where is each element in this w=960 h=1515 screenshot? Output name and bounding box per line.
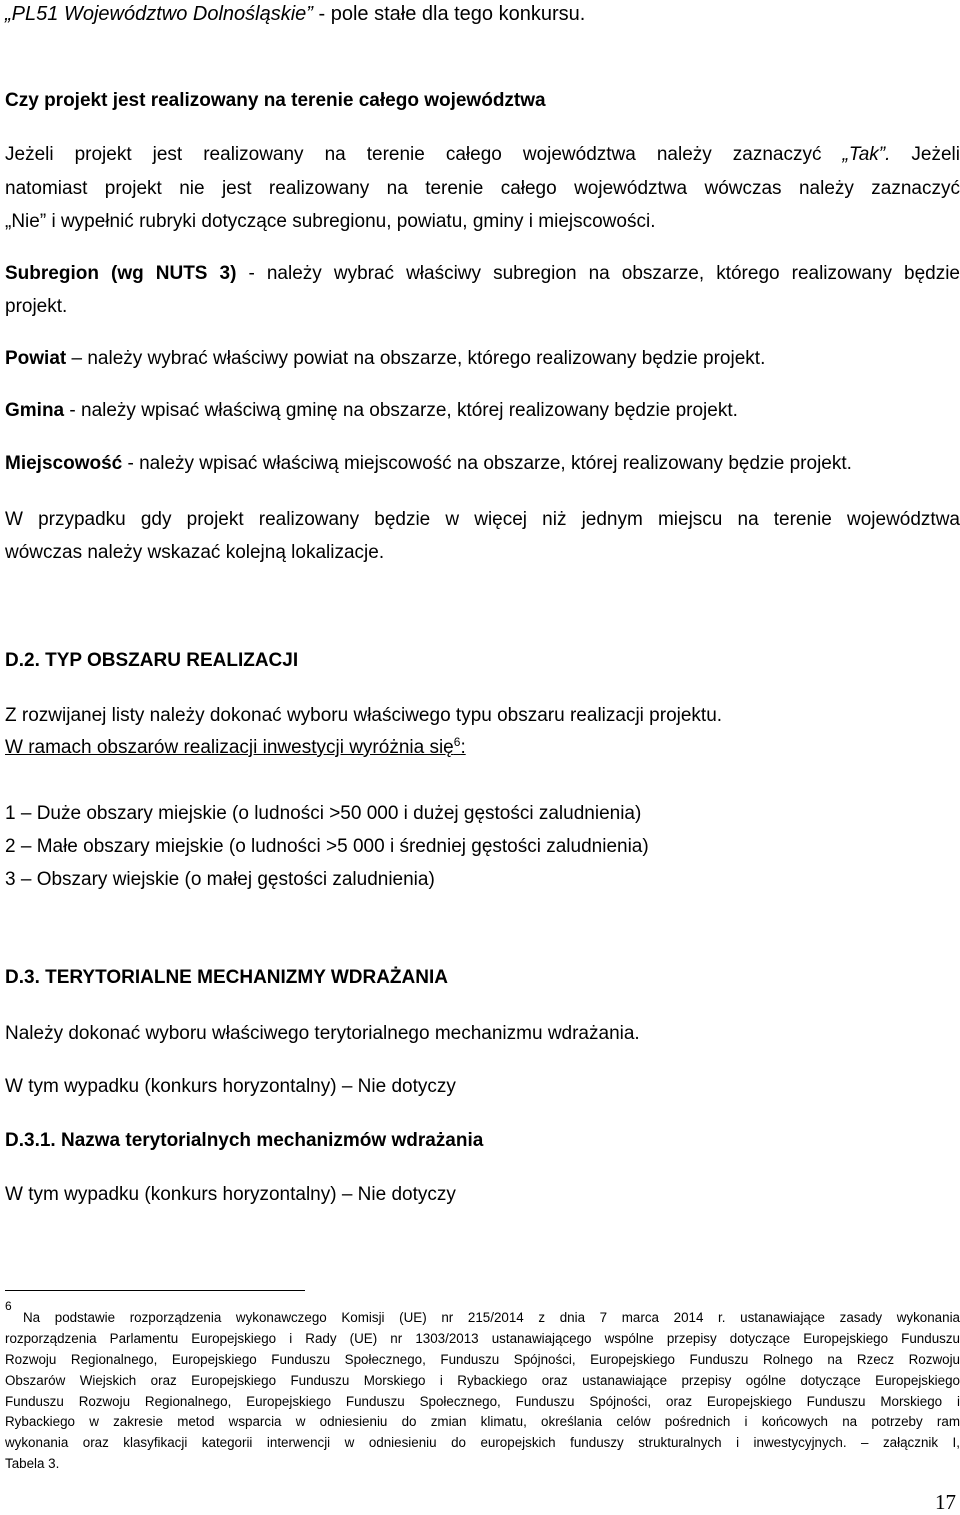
area-heading: Czy projekt jest realizowany na terenie całego województwa — [5, 90, 546, 111]
footnote-number: 6 — [5, 1299, 12, 1313]
footnote-line: Funduszu Rozwoju Regionalnego, Europejskiego Funduszu Społecznego, Funduszu Spójności, oraz Europejskiego Funduszu Morskiego i — [5, 1394, 960, 1409]
footnote-line: Rozwoju Regionalnego, Europejskiego Funduszu Społecznego, Funduszu Spójności, Europejskiego Funduszu Rolnego na Rzecz Rozwoju — [5, 1352, 960, 1367]
miejscowosc-text: - należy wpisać właściwą miejscowość na obszarze, której realizowany będzie projekt. — [122, 453, 852, 474]
area-type-item: 1 – Duże obszary miejskie (o ludności >50 000 i dużej gęstości zaludnienia) — [5, 803, 642, 824]
area-type-item: 3 – Obszary wiejskie (o małej gęstości zaludnienia) — [5, 869, 435, 890]
footnote-line: Na podstawie rozporządzenia wykonawczego Komisji (UE) nr 215/2014 z dnia 7 marca 2014 r. ustanawiające zasady wykonania — [23, 1310, 960, 1325]
miejscowosc-line — [5, 452, 852, 476]
powiat-line — [5, 347, 765, 371]
d31-note: W tym wypadku (konkurs horyzontalny) – Nie dotyczy — [5, 1184, 456, 1205]
gmina-label: Gmina — [5, 400, 65, 421]
powiat-text: – należy wybrać właściwy powiat na obszarze, którego realizowany będzie projekt. — [66, 348, 766, 369]
area-para-text: Jeżeli projekt jest realizowany na terenie całego województwa należy zaznaczyć — [5, 144, 843, 165]
d2-types-intro — [5, 736, 466, 760]
program-line — [5, 2, 585, 26]
footnote-ref-6[interactable]: 6 — [453, 735, 461, 749]
d2-underlined-text: W ramach obszarów realizacji inwestycji wyróżnia się — [5, 737, 454, 758]
subregion-line-1 — [5, 262, 960, 286]
quote-close: ” — [306, 3, 313, 25]
area-type-item: 2 – Małe obszary miejskie (o ludności >5 000 i średniej gęstości zaludnienia) — [5, 836, 649, 857]
miejscowosc-label: Miejscowość — [5, 453, 123, 474]
colon: : — [460, 737, 466, 758]
area-para-line-1 — [5, 143, 960, 167]
subregion-line-2: projekt. — [5, 296, 68, 317]
footnote-separator — [5, 1290, 305, 1291]
subregion-label: Subregion (wg NUTS 3) — [5, 263, 237, 284]
program-name: PL51 Województwo Dolnośląskie — [11, 3, 307, 25]
quote-open: „ — [5, 3, 12, 25]
footnote-line: Rybackiego w zakresie metod wsparcia w odniesieniu do zmian klimatu, określania celów pośrednich i końcowych na potrzeby ram — [5, 1414, 960, 1429]
d31-heading: D.3.1. Nazwa terytorialnych mechanizmów wdrażania — [5, 1130, 484, 1151]
footnote-line: Tabela 3. — [5, 1456, 60, 1471]
d3-intro: Należy dokonać wyboru właściwego terytorialnego mechanizmu wdrażania. — [5, 1023, 640, 1044]
subregion-text: - należy wybrać właściwy subregion na obszarze, którego realizowany będzie — [236, 263, 960, 284]
gmina-line — [5, 399, 738, 423]
multi-location-line-1: W przypadku gdy projekt realizowany będzie w więcej niż jednym miejscu na terenie województwa — [5, 509, 960, 530]
area-para-text-end: Jeżeli — [890, 144, 960, 165]
d2-intro: Z rozwijanej listy należy dokonać wyboru właściwego typu obszaru realizacji projektu. — [5, 705, 723, 726]
d2-heading: D.2. TYP OBSZARU REALIZACJI — [5, 650, 299, 671]
program-suffix: - pole stałe dla tego konkursu. — [312, 3, 586, 25]
page-number: 17 — [935, 1490, 956, 1514]
multi-location-line-2: wówczas należy wskazać kolejną lokalizacje. — [5, 542, 385, 563]
d3-heading: D.3. TERYTORIALNE MECHANIZMY WDRAŻANIA — [5, 967, 448, 988]
area-para-line-2: natomiast projekt nie jest realizowany na terenie całego województwa wówczas należy zaznaczyć — [5, 178, 960, 199]
footnote-line: wykonania oraz klasyfikacji kategorii interwencji w odniesieniu do europejskich funduszy strukturalnych i inwestycyjnych. – załącznik I, — [5, 1435, 960, 1450]
footnote-line: rozporządzenia Parlamentu Europejskiego i Rady (UE) nr 1303/2013 ustanawiającego wspólne przepisy dotyczące Europejskiego Funduszu — [5, 1331, 960, 1346]
powiat-label: Powiat — [5, 348, 67, 369]
d3-note: W tym wypadku (konkurs horyzontalny) – Nie dotyczy — [5, 1076, 456, 1097]
gmina-text: - należy wpisać właściwą gminę na obszarze, której realizowany będzie projekt. — [64, 400, 738, 421]
footnote-line: Obszarów Wiejskich oraz Europejskiego Funduszu Morskiego i Rybackiego oraz ustanawiające przepisy ogólne dotyczące Europejskiego — [5, 1373, 960, 1388]
area-para-line-3: „Nie” i wypełnić rubryki dotyczące subregionu, powiatu, gminy i miejscowości. — [5, 211, 656, 232]
tak-option: „Tak”. — [842, 144, 891, 165]
